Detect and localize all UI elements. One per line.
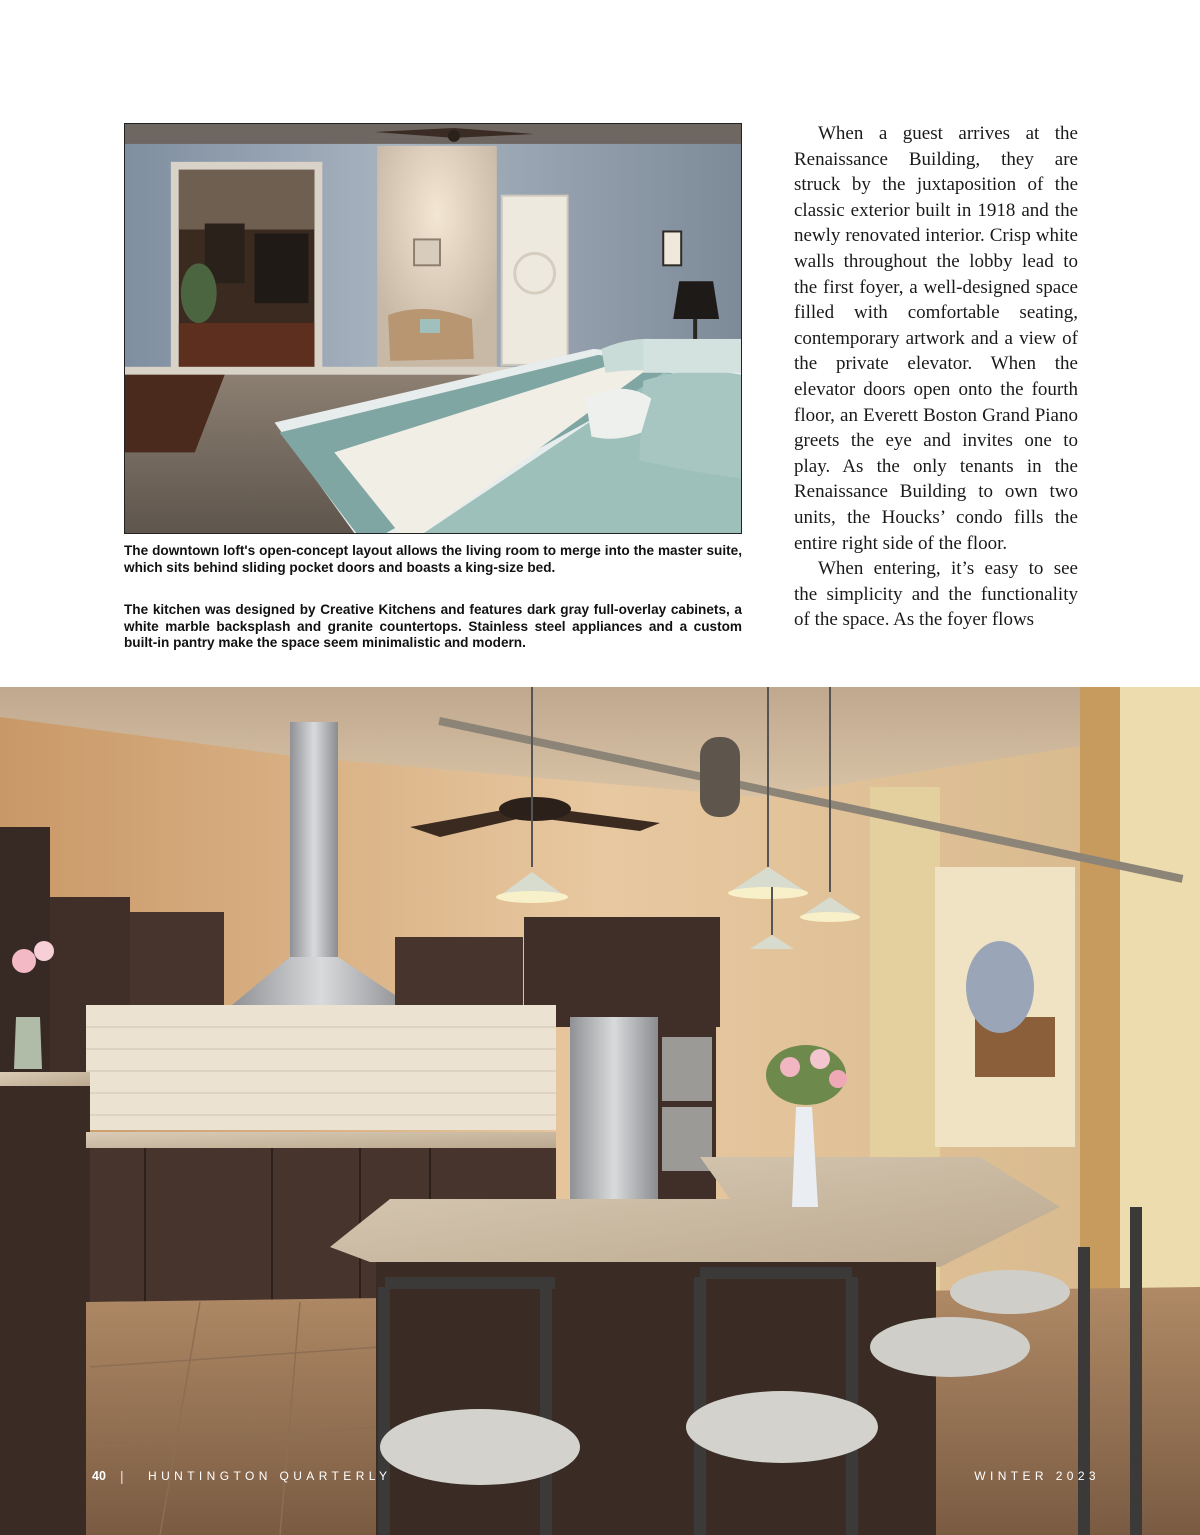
footer-separator: |	[120, 1468, 124, 1484]
article-paragraph: When a guest arrives at the Renaissance Building, they are struck by the juxtaposition of the classic exterior built in 1918 and the newly renovated interior. Crisp white walls throughout the lobby lead to the first foyer, a well-designed space filled with comfortable seating, contemporary artwork and a view of the private elevator. When the elevator doors open onto the fourth floor, an Everett Boston Grand Piano greets the eye and invites one to play. As the only tenants in the Renaissance Building to own two units, the Houcks’ condo fills the entire right side of the floor.	[794, 123, 1078, 554]
page-number: 40	[92, 1469, 106, 1483]
bedroom-caption: The downtown loft's open-concept layout allows the living room to merge into the master suite, which sits behind sliding pocket doors and boasts a king-size bed.	[124, 543, 742, 575]
kitchen-photo	[0, 687, 1200, 1535]
issue-date: WINTER 2023	[974, 1469, 1100, 1483]
kitchen-illustration	[0, 687, 1200, 1535]
article-paragraph: When entering, it’s easy to see the simplicity and the functionality of the space. As the foyer flows	[794, 558, 1078, 631]
bedroom-illustration	[125, 124, 741, 533]
bedroom-photo	[124, 123, 742, 534]
kitchen-caption: The kitchen was designed by Creative Kitchens and features dark gray full-overlay cabinets, a white marble backsplash and granite countertops. Stainless steel appliances and a custom built-in pantry make the space seem minimalistic and modern.	[124, 602, 742, 650]
page-footer	[0, 1469, 1200, 1489]
article-column	[794, 121, 1078, 633]
magazine-name: HUNTINGTON QUARTERLY	[148, 1469, 392, 1483]
